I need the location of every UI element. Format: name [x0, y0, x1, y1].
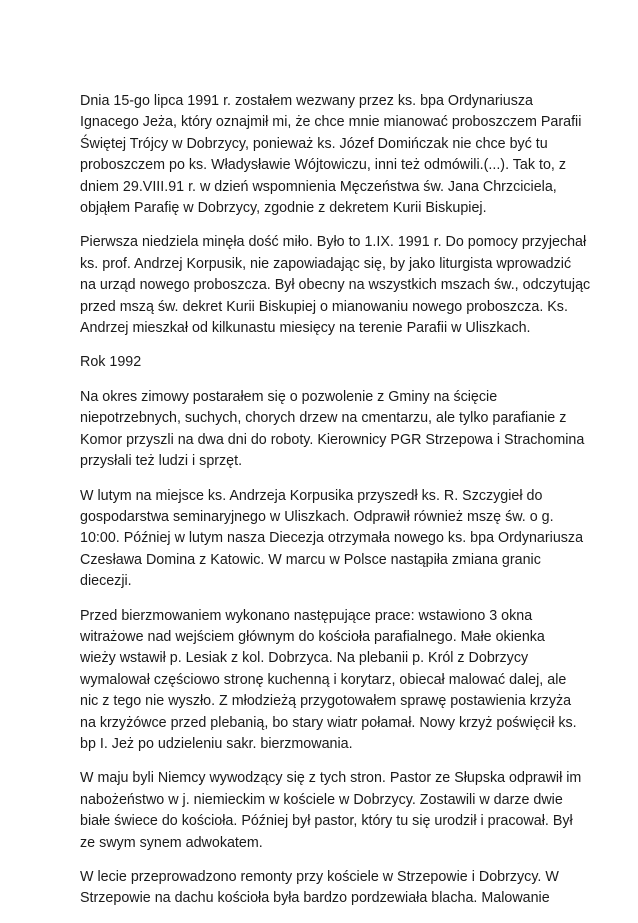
text-line: przed mszą św. dekret Kurii Biskupiej o mianowaniu nowego proboszcza. Ks.	[80, 298, 568, 315]
paragraph	[80, 486, 584, 593]
text-line: Przed bierzmowaniem wykonano następujące prace: wstawiono 3 okna	[80, 607, 533, 624]
text-line: przysłali też ludzi i sprzęt.	[80, 453, 243, 470]
text-line: witrażowe nad wejściem głównym do kościoła parafialnego. Małe okienka	[80, 628, 545, 645]
text-line: białe świece do kościoła. Później był pastor, który tu się urodził i pracował. Był	[80, 813, 573, 830]
paragraph	[80, 387, 585, 473]
text-line: Świętej Trójcy w Dobrzycy, ponieważ ks. Józef Domińczak nie chce być tu	[80, 135, 548, 152]
text-line: Strzepowie na dachu kościoła była bardzo pordzewiała blacha. Malowanie	[80, 890, 550, 907]
paragraph	[80, 352, 574, 373]
text-line: gospodarstwa seminaryjnego w Uliszkach. Odprawił również mszę św. o g.	[80, 508, 554, 525]
document-page	[80, 91, 591, 923]
text-line: W lecie przeprowadzono remonty przy kościele w Strzepowie i Dobrzycy. W	[80, 869, 559, 885]
paragraph	[80, 768, 582, 854]
text-line: ks. prof. Andrzej Korpusik, nie zapowiadając się, by jako liturgista wprowadzić	[80, 255, 572, 272]
text-line: diecezji.	[80, 573, 132, 590]
text-line: Dnia 15-go lipca 1991 r. zostałem wezwany przez ks. bpa Ordynariusza	[80, 93, 533, 109]
text-line: Komor przyszli na dwa dni do roboty. Kierownicy PGR Strzepowa i Strachomina	[80, 431, 585, 448]
paragraph	[80, 606, 577, 756]
text-line: Andrzej mieszkał od kilkunastu miesięcy na terenie Parafii w Uliszkach.	[80, 320, 531, 337]
text-line: proboszczem po ks. Władysławie Wójtowiczu, inni też odmówili.(...). Tak to, z	[80, 157, 566, 174]
text-line: W maju byli Niemcy wywodzący się z tych stron. Pastor ze Słupska odprawił im	[80, 770, 582, 787]
text-line: wymalował częściowo stronę kuchenną i korytarz, obiecał malować dalej, ale	[80, 671, 567, 688]
paragraph	[80, 91, 582, 219]
text-line: na krzyżówce przed plebanią, bo stary wiatr połamał. Nowy krzyż poświęcił ks.	[80, 714, 577, 731]
text-line: na urząd nowego proboszcza. Był obecny na wszystkich mszach św., odczytując	[80, 277, 591, 294]
text-line: nabożeństwo w j. niemieckim w kościele w Dobrzycy. Zostawili w darze dwie	[80, 791, 563, 808]
text-line: ze swym synem adwokatem.	[80, 834, 263, 851]
text-line: wieży wstawił p. Lesiak z kol. Dobrzyca. Na plebanii p. Król z Dobrzycy	[80, 650, 529, 667]
text-line: dniem 29.VIII.91 r. w dzień wspomnienia Męczeństwa św. Jana Chrzciciela,	[80, 178, 557, 195]
text-line: nic z tego nie wyszło. Z młodzieżą przygotowałem sprawę postawienia krzyża	[80, 693, 572, 710]
text-line: Na okres zimowy postarałem się o pozwolenie z Gminy na ścięcie	[80, 388, 498, 405]
text-line: objąłem Parafię w Dobrzycy, zgodnie z dekretem Kurii Biskupiej.	[80, 200, 487, 217]
text-line: W lutym na miejsce ks. Andrzeja Korpusika przyszedł ks. R. Szczygieł do	[80, 487, 543, 504]
text-line: Rok 1992	[80, 354, 142, 371]
text-line: Czesława Domina z Katowic. W marcu w Polsce nastąpiła zmiana granic	[80, 551, 541, 568]
text-line: bp I. Jeż po udzieleniu sakr. bierzmowania.	[80, 735, 353, 752]
paragraph	[80, 867, 574, 910]
text-line: Ignacego Jeża, który oznajmił mi, że chce mnie mianować proboszczem Parafii	[80, 114, 582, 131]
text-line: Pierwsza niedziela minęła dość miło. Było to 1.IX. 1991 r. Do pomocy przyjechał	[80, 234, 587, 251]
text-line: niepotrzebnych, suchych, chorych drzew na cmentarzu, ale tylko parafianie z	[80, 410, 567, 427]
text-line: 10:00. Później w lutym nasza Diecezja otrzymała nowego ks. bpa Ordynariusza	[80, 530, 584, 547]
paragraph	[80, 232, 591, 339]
